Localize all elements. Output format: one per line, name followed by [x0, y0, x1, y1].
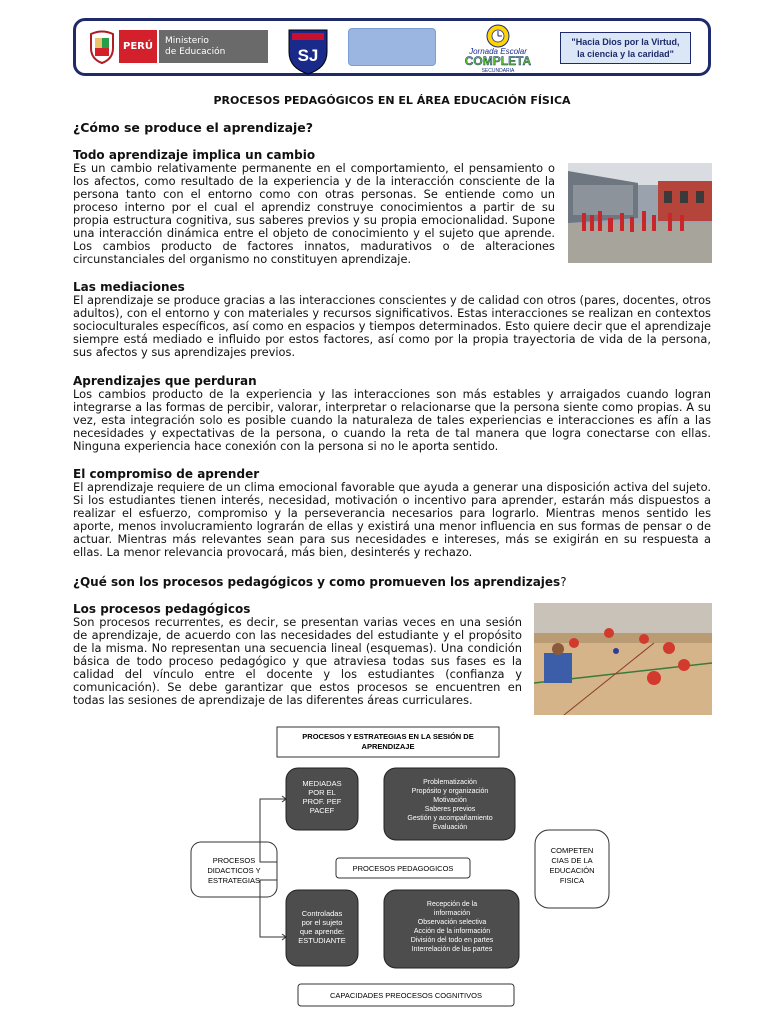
- document-title: PROCESOS PEDAGÓGICOS EN EL ÁREA EDUCACIÓN FÍSICA: [213, 94, 571, 107]
- diagram-left-line: ESTRATEGIAS: [208, 876, 260, 885]
- school-patio-photo: [568, 163, 712, 263]
- pedagogical-item: Motivación: [433, 797, 467, 804]
- pedagogical-item: Problematización: [423, 779, 477, 786]
- question-2: [73, 575, 567, 589]
- peru-coat-of-arms-icon: [87, 28, 117, 66]
- cognitive-item: Interrelación de las partes: [411, 946, 493, 953]
- diagram-title-line-1: PROCESOS Y ESTRATEGIAS EN LA SESIÓN DE: [302, 732, 474, 741]
- pedagogical-item: Saberes previos: [424, 806, 476, 813]
- right-box-line: CIAS DE LA: [551, 856, 593, 865]
- section-body: Los cambios producto de la experiencia y las interacciones son más estables y arraigados cuando logran integrarse a las formas de percibir, valorar, interpretar o relacionarse que la persona siente como propias. A su vez, esta integración solo es posible cuando la naturaleza de tales experiencias e interacciones es afín a las necesidades y expectativas de la persona, o cuando la reta de tal manera que logra conectarse con ellas. Ninguna experiencia hace conexión con la persona si no le aporta sentido.: [73, 387, 711, 453]
- section-body: El aprendizaje requiere de un clima emocional favorable que ayuda a generar una disposición activa del sujeto. Si los estudiantes tienen interés, necesidad, motivación o incentivo para aprender, estarán más dispuestos a realizar el esfuerzo, compromiso y la perseverancia necesarios para lograrlo. Mientras menos sentido les aporte, menos involucramiento lograrán de ellas y existirá una menor influencia en sus formas de pensar o de actuar. Mientras más relevantes sean para sus necesidades e intereses, más se exigirán en su respuesta a ellas. La menor relevancia provocará, más bien, desinterés y rechazo.: [73, 480, 711, 559]
- question-1: ¿Cómo se produce el aprendizaje?: [73, 120, 314, 135]
- pedagogical-processes-diagram: [188, 722, 612, 1012]
- motto-line-1: "Hacia Dios por la Virtud,: [571, 37, 680, 47]
- controladas-line: que aprende:: [299, 927, 345, 936]
- gym-class-photo: [534, 603, 712, 715]
- school-crest-icon: [286, 26, 330, 76]
- jec-line-2: COMPLETA: [464, 54, 532, 68]
- diagram-left-line: DIDACTICOS Y: [207, 866, 261, 875]
- cognitive-item: Acción de la información: [413, 928, 491, 935]
- right-box-line: COMPETEN: [550, 846, 594, 855]
- ministry-label: [159, 30, 268, 63]
- pedagogical-item: Evaluación: [432, 824, 468, 831]
- jec-line-3: SECUNDARIA: [481, 68, 515, 74]
- section-heading: Todo aprendizaje implica un cambio: [73, 148, 316, 162]
- section-heading: Aprendizajes que perduran: [73, 374, 257, 388]
- diagram-bottom-label: CAPACIDADES PREOCESOS COGNITIVOS: [330, 991, 482, 1000]
- controladas-line: por el sujeto: [301, 918, 343, 927]
- controladas-line: ESTUDIANTE: [298, 936, 346, 945]
- jornada-escolar-completa-logo: [458, 22, 538, 74]
- section-body: Es un cambio relativamente permanente en el comportamiento, el pensamiento o los afectos, como resultado de la experiencia y de la interacción consciente de la persona tanto con el entorno como con otras personas. Se entiende como un proceso interno por el cual el aprendiz construye conocimientos a partir de su propia estructura cognitiva, sus saberes previos y su propia emocionalidad. Supone una interacción dinámica entre el objeto de conocimiento y el sujeto que aprende. Los cambios producto de factores innatos, madurativos o de alteraciones circunstanciales del organismo no constituyen aprendizaje.: [73, 161, 555, 266]
- controladas-line: Controladas: [301, 909, 343, 918]
- school-initials: SJ: [297, 46, 319, 65]
- pedagogical-item: Gestión y acompañamiento: [407, 815, 493, 822]
- section-heading: El compromiso de aprender: [73, 467, 260, 481]
- cognitive-item: Recepción de la: [426, 901, 478, 908]
- section-body: El aprendizaje se produce gracias a las interacciones conscientes y de calidad con otros (pares, docentes, otros adultos), con el entorno y con materiales y recursos significativos. Estas interacciones se realizan en contextos socioculturales específicos, así como en espacios y tiempos determinados. Esto quiere decir que el aprendizaje siempre está mediado e influido por estos factores, así como por la propia trayectoria de vida de la persona, sus afectos y sus aprendizajes previos.: [73, 293, 711, 359]
- mediadas-line: POR EL: [308, 788, 336, 797]
- ministry-line-2: de Educación: [165, 47, 226, 57]
- right-box-line: FISICA: [559, 876, 585, 885]
- pedagogical-item: Propósito y organización: [411, 788, 489, 795]
- right-box-line: EDUCACIÓN: [549, 866, 595, 875]
- blank-blue-panel: [348, 28, 436, 66]
- cognitive-item: Observación selectiva: [417, 919, 487, 926]
- question-2-mark: ?: [560, 575, 567, 589]
- question-2-text: ¿Qué son los procesos pedagógicos y como promueven los aprendizajes: [73, 575, 561, 589]
- ministry-line-1: Ministerio: [165, 36, 209, 46]
- peru-label: PERÚ: [119, 30, 157, 63]
- diagram-left-line: PROCESOS: [212, 856, 256, 865]
- diagram-center-label: PROCESOS PEDAGOGICOS: [352, 864, 454, 873]
- school-motto: [560, 32, 691, 64]
- jec-line-1: Jornada Escolar: [469, 47, 527, 56]
- cognitive-item: División del todo en partes: [410, 937, 494, 944]
- section-body: Son procesos recurrentes, es decir, se presentan varias veces en una sesión de aprendizaje, de acuerdo con las necesidades del estudiante y el propósito de la misma. No representan una secuencia lineal (esquemas). Una condición básica de todo proceso pedagógico y que atraviesa todas sus fases es la calidad del vínculo entre el docente y los estudiantes (confianza y comunicación). Se debe garantizar que estos procesos se encuentren en todas las sesiones de aprendizaje de las diferentes áreas curriculares.: [73, 615, 522, 707]
- mediadas-line: PACEF: [309, 806, 335, 815]
- diagram-title-line-2: APRENDIZAJE: [361, 742, 415, 751]
- cognitive-item: información: [433, 910, 471, 917]
- mediadas-line: PROF. PEF: [302, 797, 342, 806]
- section-heading: Las mediaciones: [73, 280, 185, 294]
- motto-line-2: la ciencia y la caridad": [577, 49, 674, 59]
- mediadas-line: MEDIADAS: [302, 779, 342, 788]
- section-heading: Los procesos pedagógicos: [73, 602, 251, 616]
